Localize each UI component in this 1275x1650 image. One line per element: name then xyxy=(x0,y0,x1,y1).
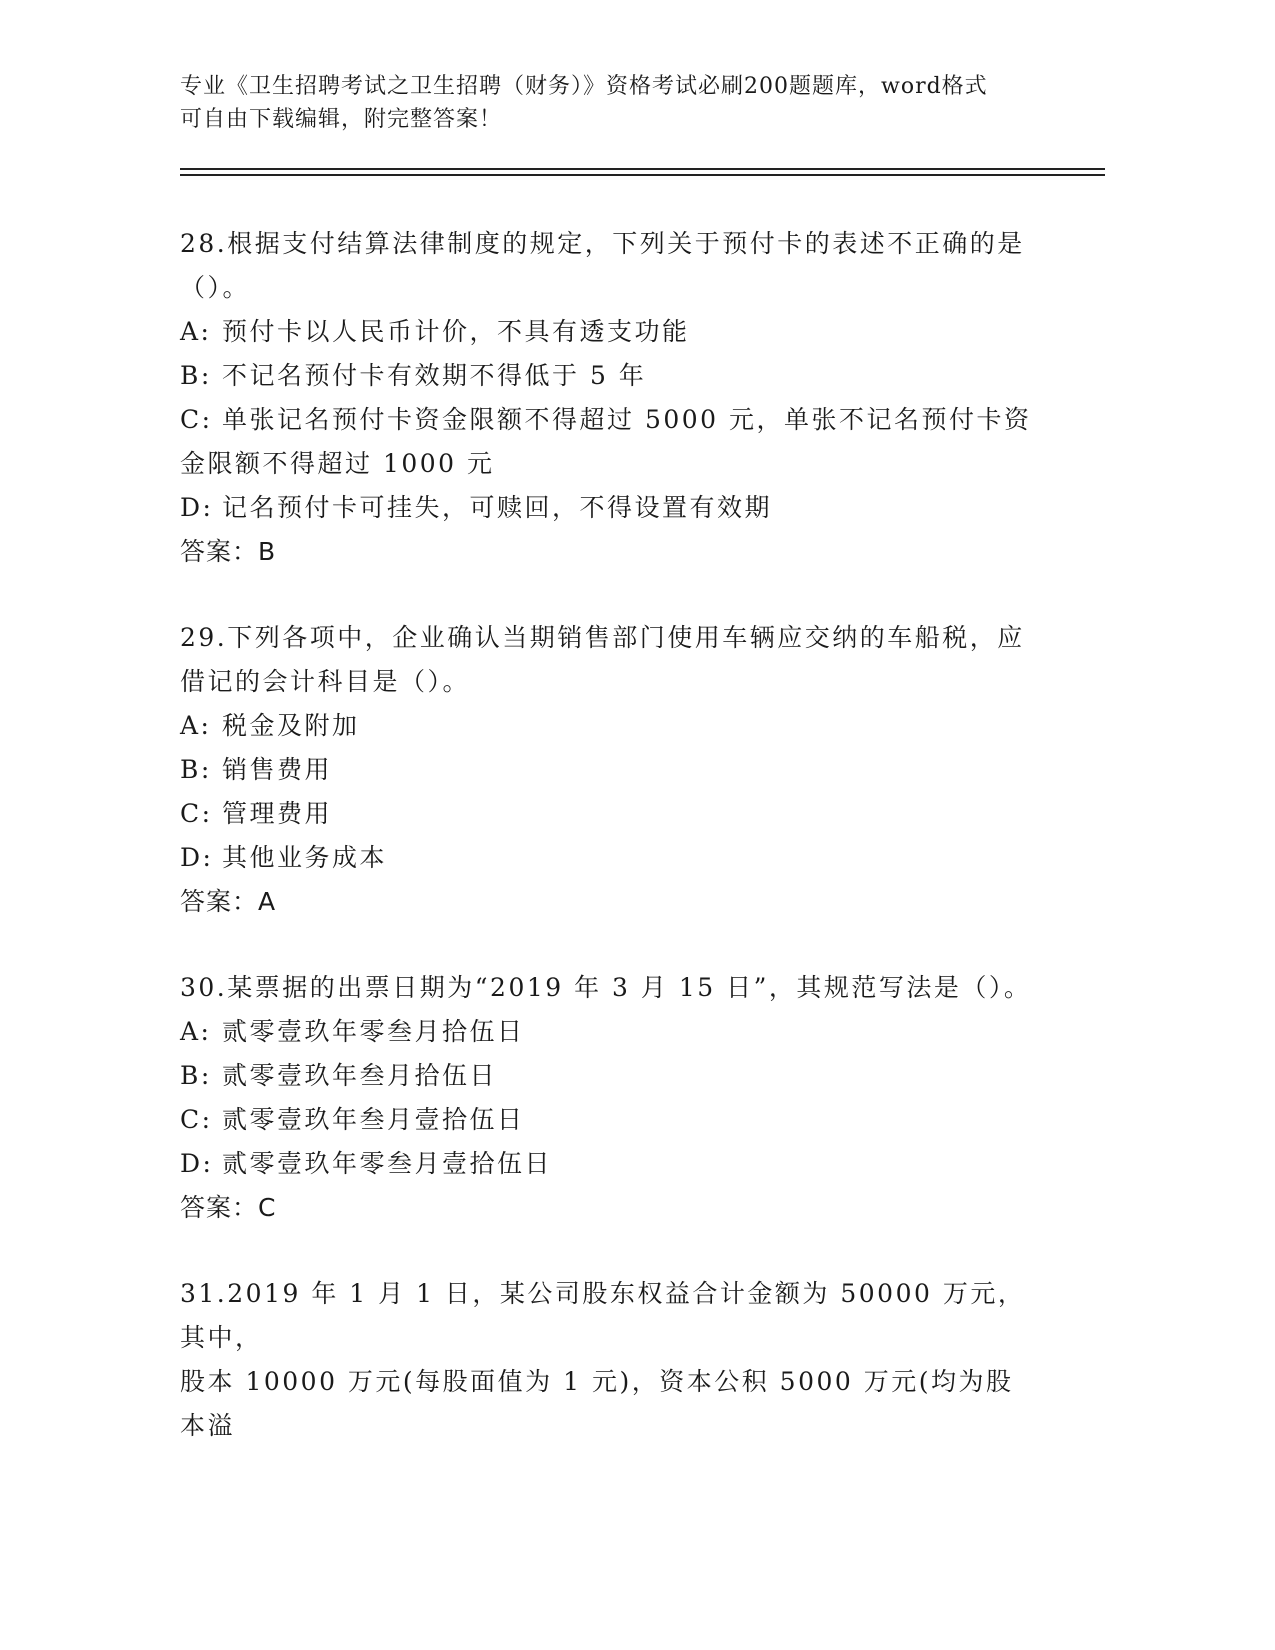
option-label: D: xyxy=(180,843,214,872)
header-line-2: 可自由下载编辑，附完整答案！ xyxy=(180,107,503,132)
question-29 xyxy=(180,616,1040,924)
question-31 xyxy=(180,1272,1040,1448)
option-text: 记名预付卡可挂失，可赎回，不得设置有效期 xyxy=(222,493,773,522)
option-b xyxy=(180,1054,1040,1098)
option-text: 管理费用 xyxy=(222,799,333,828)
option-a xyxy=(180,704,1040,748)
option-text: 贰零壹玖年零叁月拾伍日 xyxy=(222,1017,525,1046)
header-divider-bottom xyxy=(180,174,1105,176)
option-label: D: xyxy=(180,1149,214,1178)
option-label: A: xyxy=(180,711,212,740)
option-a xyxy=(180,1010,1040,1054)
option-label: C: xyxy=(180,799,213,828)
option-text: 贰零壹玖年叁月拾伍日 xyxy=(222,1061,498,1090)
answer: 答案：C xyxy=(180,1193,277,1222)
option-b xyxy=(180,748,1040,792)
question-28 xyxy=(180,222,1040,574)
option-label: B: xyxy=(180,1061,212,1090)
header-divider-top xyxy=(180,168,1105,170)
option-label: B: xyxy=(180,361,212,390)
option-text: 贰零壹玖年叁月壹拾伍日 xyxy=(222,1105,525,1134)
question-list xyxy=(180,222,1040,1490)
question-stem: 31.2019 年 1 月 1 日，某公司股东权益合计金额为 50000 万元，其中， xyxy=(180,1279,1026,1352)
option-d xyxy=(180,1142,1040,1186)
option-label: A: xyxy=(180,317,212,346)
option-text: 贰零壹玖年零叁月壹拾伍日 xyxy=(222,1149,553,1178)
option-label: C: xyxy=(180,1105,213,1134)
option-a xyxy=(180,310,1040,354)
option-label: C: xyxy=(180,405,213,434)
option-label: B: xyxy=(180,755,212,784)
option-label: A: xyxy=(180,1017,212,1046)
option-text: 不记名预付卡有效期不得低于 5 年 xyxy=(222,361,647,390)
question-stem: 30.某票据的出票日期为“2019 年 3 月 15 日”，其规范写法是（）。 xyxy=(180,973,1032,1002)
header-line-1: 专业《卫生招聘考试之卫生招聘（财务）》资格考试必刷200题题库，word格式 xyxy=(180,74,988,99)
option-c xyxy=(180,1098,1040,1142)
option-text: 销售费用 xyxy=(222,755,333,784)
option-b xyxy=(180,354,1040,398)
document-header xyxy=(180,70,1040,136)
question-stem-continued: 股本 10000 万元(每股面值为 1 元)，资本公积 5000 万元(均为股本溢 xyxy=(180,1367,1014,1440)
option-c xyxy=(180,792,1040,836)
question-stem-continued: 借记的会计科目是（）。 xyxy=(180,667,471,696)
option-d xyxy=(180,486,1040,530)
option-text: 其他业务成本 xyxy=(222,843,388,872)
question-stem: 28.根据支付结算法律制度的规定，下列关于预付卡的表述不正确的是 xyxy=(180,229,1025,258)
answer: 答案：A xyxy=(180,887,277,916)
question-stem: 29.下列各项中，企业确认当期销售部门使用车辆应交纳的车船税，应 xyxy=(180,623,1025,652)
option-label: D: xyxy=(180,493,214,522)
option-c xyxy=(180,398,1040,442)
option-text: 预付卡以人民币计价，不具有透支功能 xyxy=(222,317,690,346)
option-d xyxy=(180,836,1040,880)
option-c-continued: 金限额不得超过 1000 元 xyxy=(180,449,495,478)
question-stem-continued: （）。 xyxy=(180,273,251,302)
question-30 xyxy=(180,966,1040,1230)
option-text: 单张记名预付卡资金限额不得超过 5000 元，单张不记名预付卡资 xyxy=(222,405,1032,434)
answer: 答案：B xyxy=(180,537,277,566)
option-text: 税金及附加 xyxy=(222,711,360,740)
